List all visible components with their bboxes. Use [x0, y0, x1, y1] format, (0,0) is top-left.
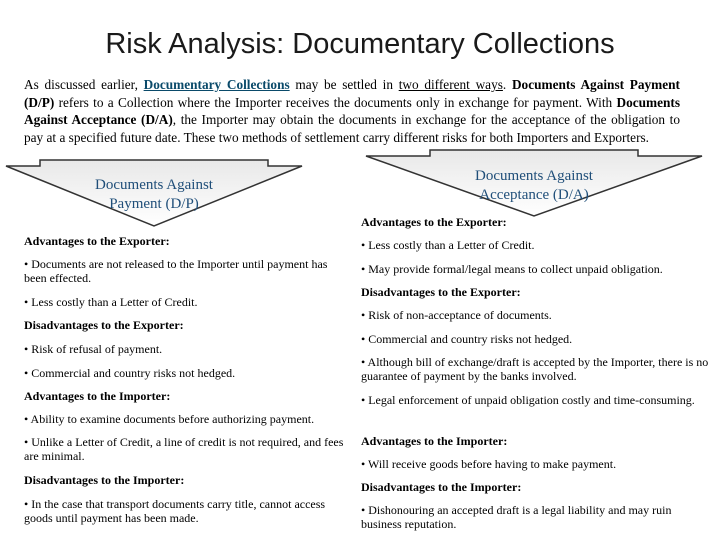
intro-text-4: refers to a Collection where the Importer receives the documents only in exchange for payment. With	[54, 94, 617, 110]
da-dis-exporter-item: • Risk of non-acceptance of documents.	[361, 308, 552, 322]
dp-adv-importer-item: • Unlike a Letter of Credit, a line of credit is not required, and fees are minimal.	[24, 435, 344, 463]
dp-adv-exporter-item: • Documents are not released to the Importer until payment has been effected.	[24, 257, 328, 285]
intro-bold-dp: Documents Against Payment (D/P)	[24, 77, 680, 110]
da-column	[361, 0, 709, 540]
dp-adv-exporter-heading: Advantages to the Exporter:	[24, 234, 170, 248]
link-documentary-collections[interactable]: Documentary Collections	[143, 77, 290, 92]
dp-adv-importer-item: • Ability to examine documents before authorizing payment.	[24, 412, 315, 426]
dp-dis-exporter-item: • Commercial and country risks not hedged.	[24, 366, 236, 380]
da-dis-exporter-item: • Legal enforcement of unpaid obligation costly and time-consuming.	[361, 393, 695, 407]
da-dis-importer-heading: Disadvantages to the Importer:	[361, 480, 522, 494]
link-two-different-ways[interactable]: two different ways	[398, 77, 503, 92]
intro-bold-da: Documents Against Acceptance (D/A)	[24, 94, 680, 128]
da-dis-exporter-heading: Disadvantages to the Exporter:	[361, 285, 521, 299]
da-dis-importer-item: • Dishonouring an accepted draft is a legal liability and may ruin business reputation.	[361, 503, 672, 531]
dp-dis-exporter-item: • Risk of refusal of payment.	[24, 342, 163, 356]
da-adv-importer-item: • Will receive goods before having to make payment.	[361, 457, 617, 471]
dp-arrow-label: Documents Against Payment (D/P)	[95, 177, 213, 212]
intro-text-3: .	[502, 77, 512, 92]
dp-dis-importer-item: • In the case that transport documents carry title, cannot access goods until payment has been made.	[24, 497, 326, 525]
dp-dis-exporter-heading: Disadvantages to the Exporter:	[24, 318, 184, 332]
da-dis-exporter-item: • Although bill of exchange/draft is accepted by the Importer, there is no guarantee of payment by the banks involved.	[361, 355, 709, 383]
intro-text-1: As discussed earlier,	[24, 77, 144, 92]
intro-text-2: may be settled in	[289, 77, 399, 92]
intro-text-5: , the Importer may obtain the documents in exchange for the acceptance of the obligation to pay at a specified future date. These two methods of settlement carry different risks for both Importers and Exporters.	[24, 112, 680, 145]
da-arrow-label: Documents Against Acceptance (D/A)	[475, 168, 593, 203]
da-adv-exporter-heading: Advantages to the Exporter:	[361, 215, 507, 229]
dp-dis-importer-heading: Disadvantages to the Importer:	[24, 473, 185, 487]
da-adv-exporter-item: • May provide formal/legal means to collect unpaid obligation.	[361, 262, 663, 276]
dp-adv-exporter-item: • Less costly than a Letter of Credit.	[24, 295, 198, 309]
page-title: Risk Analysis: Documentary Collections	[105, 28, 615, 60]
da-adv-importer-heading: Advantages to the Importer:	[361, 434, 508, 448]
da-dis-exporter-item: • Commercial and country risks not hedged.	[361, 332, 573, 346]
dp-column	[24, 0, 346, 540]
da-adv-exporter-item: • Less costly than a Letter of Credit.	[361, 238, 535, 252]
dp-adv-importer-heading: Advantages to the Importer:	[24, 389, 171, 403]
